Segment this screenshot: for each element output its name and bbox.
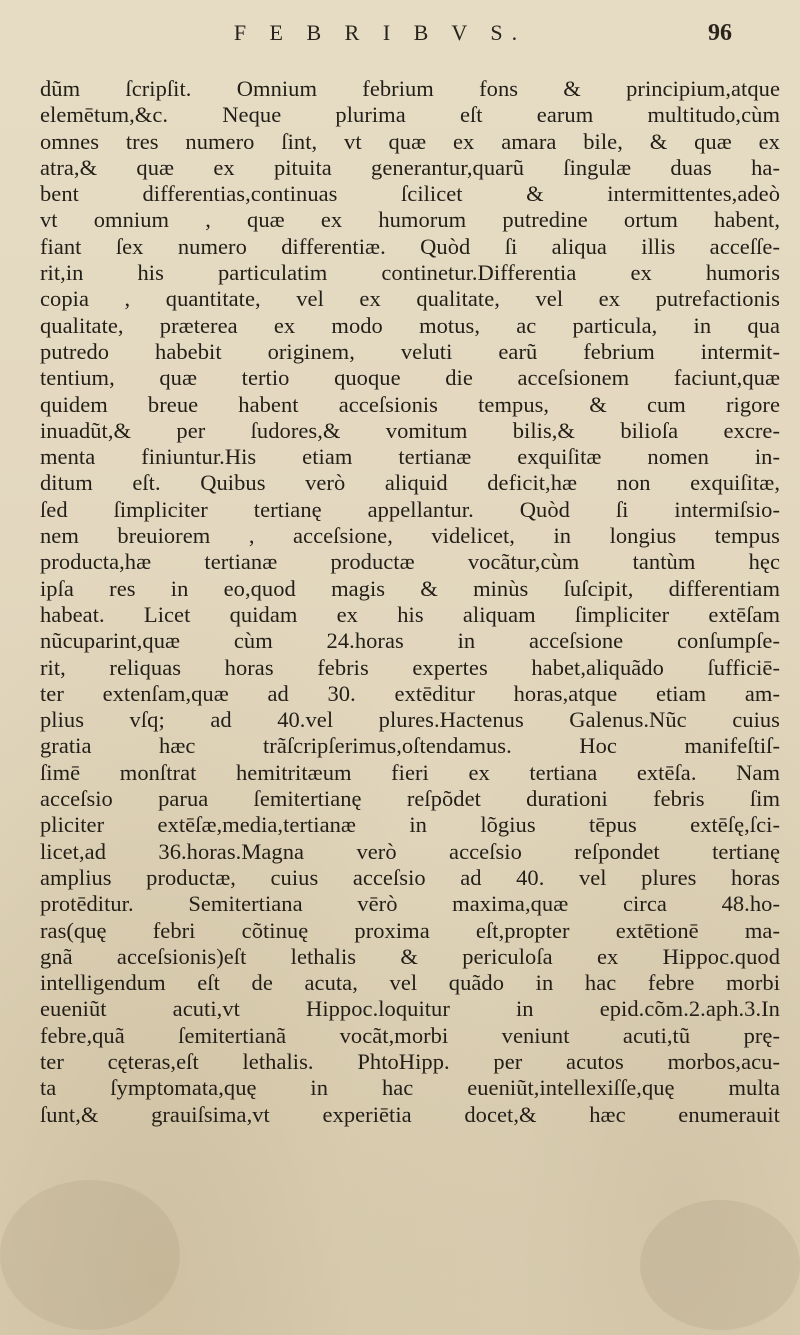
text-line: ter extenſam,quæ ad 30. extēditur horas,atque etiam am- bbox=[40, 680, 780, 706]
text-line: ta ſymptomata,quę in hac eueniũt,intellexiſſe,quę multa bbox=[40, 1075, 780, 1101]
text-line: tentium, quæ tertio quoque die acceſsionem faciunt,quæ bbox=[40, 365, 780, 391]
text-line: fiant ſex numero differentiæ. Quòd ſi aliqua illis acceſſe- bbox=[40, 233, 780, 259]
text-line: ſunt,& grauiſsima,vt experiētia docet,& hæc enumerauit bbox=[40, 1101, 780, 1127]
text-line: bent differentias,continuas ſcilicet & intermittentes,adeò bbox=[40, 181, 780, 207]
running-head bbox=[0, 14, 800, 54]
text-line: ipſa res in eo,quod magis & minùs ſuſcipit, differentiam bbox=[40, 575, 780, 601]
text-line: gratia hæc trãſcripſerimus,oſtendamus. Hoc manifeſtiſ- bbox=[40, 733, 780, 759]
text-line: vt omnium , quæ ex humorum putredine ortum habent, bbox=[40, 207, 780, 233]
text-line: ras(quę febri cõtinuę proxima eſt,propter extētionē ma- bbox=[40, 917, 780, 943]
text-line: nũcuparint,quæ cùm 24.horas in acceſsione conſumpſe- bbox=[40, 628, 780, 654]
text-line: atra,& quæ ex pituita generantur,quarũ ſingulæ duas ha- bbox=[40, 154, 780, 180]
text-line: habeat. Licet quidam ex his aliquam ſimpliciter extēſam bbox=[40, 601, 780, 627]
text-line: inuadũt,& per ſudores,& vomitum bilis,& bilioſa excre- bbox=[40, 417, 780, 443]
text-line: eueniũt acuti,vt Hippoc.loquitur in epid.cõm.2.aph.3.In bbox=[40, 996, 780, 1022]
text-line: ter cęteras,eſt lethalis. PhtoHipp. per acutos morbos,acu- bbox=[40, 1048, 780, 1074]
body-text bbox=[40, 76, 780, 1128]
text-line: acceſsio parua ſemitertianę reſpõdet durationi febris ſim bbox=[40, 786, 780, 812]
text-line: licet,ad 36.horas.Magna verò acceſsio reſpondet tertianę bbox=[40, 838, 780, 864]
text-line: elemētum,&c. Neque plurima eſt earum multitudo,cùm bbox=[40, 102, 780, 128]
text-line: ditum eſt. Quibus verò aliquid deficit,hæ non exquiſitæ, bbox=[40, 470, 780, 496]
text-line: ſimē monſtrat hemitritæum fieri ex tertiana extēſa. Nam bbox=[40, 759, 780, 785]
text-line: ſed ſimpliciter tertianę appellantur. Quòd ſi intermiſsio- bbox=[40, 496, 780, 522]
text-line: quidem breue habent acceſsionis tempus, & cum rigore bbox=[40, 391, 780, 417]
text-line: qualitate, præterea ex modo motus, ac particula, in qua bbox=[40, 312, 780, 338]
text-line: copia , quantitate, vel ex qualitate, vel ex putrefactionis bbox=[40, 286, 780, 312]
text-line: putredo habebit originem, veluti earũ febrium intermit- bbox=[40, 338, 780, 364]
text-line: dũm ſcripſit. Omnium febrium fons & principium,atque bbox=[40, 76, 780, 101]
text-line: amplius productæ, cuius acceſsio ad 40. vel plures horas bbox=[40, 864, 780, 890]
text-line: intelligendum eſt de acuta, vel quãdo in hac febre morbi bbox=[40, 970, 780, 996]
text-line: rit,in his particulatim continetur.Differentia ex humoris bbox=[40, 260, 780, 286]
paper-stain bbox=[640, 1200, 800, 1330]
paper-stain bbox=[0, 1180, 180, 1330]
text-line: rit, reliquas horas febris expertes habet,aliquãdo ſufficiē- bbox=[40, 654, 780, 680]
text-line: nem breuiorem , acceſsione, videlicet, in longius tempus bbox=[40, 523, 780, 549]
page-number: 96 bbox=[708, 20, 732, 46]
text-line: menta finiuntur.His etiam tertianæ exquiſitæ nomen in- bbox=[40, 444, 780, 470]
text-line: plius vſq; ad 40.vel plures.Hactenus Galenus.Nũc cuius bbox=[40, 707, 780, 733]
text-line: producta,hæ tertianæ productæ vocãtur,cùm tantùm hęc bbox=[40, 549, 780, 575]
text-line: protēditur. Semitertiana vērò maxima,quæ circa 48.ho- bbox=[40, 891, 780, 917]
running-title: F E B R I B V S. bbox=[233, 20, 527, 45]
text-line: pliciter extēſæ,media,tertianæ in lõgius tēpus extēſę,ſci- bbox=[40, 812, 780, 838]
text-line: omnes tres numero ſint, vt quæ ex amara bile, & quæ ex bbox=[40, 128, 780, 154]
text-line: gnã acceſsionis)eſt lethalis & periculoſa ex Hippoc.quod bbox=[40, 943, 780, 969]
text-line: febre,quã ſemitertianã vocãt,morbi veniunt acuti,tũ prę- bbox=[40, 1022, 780, 1048]
